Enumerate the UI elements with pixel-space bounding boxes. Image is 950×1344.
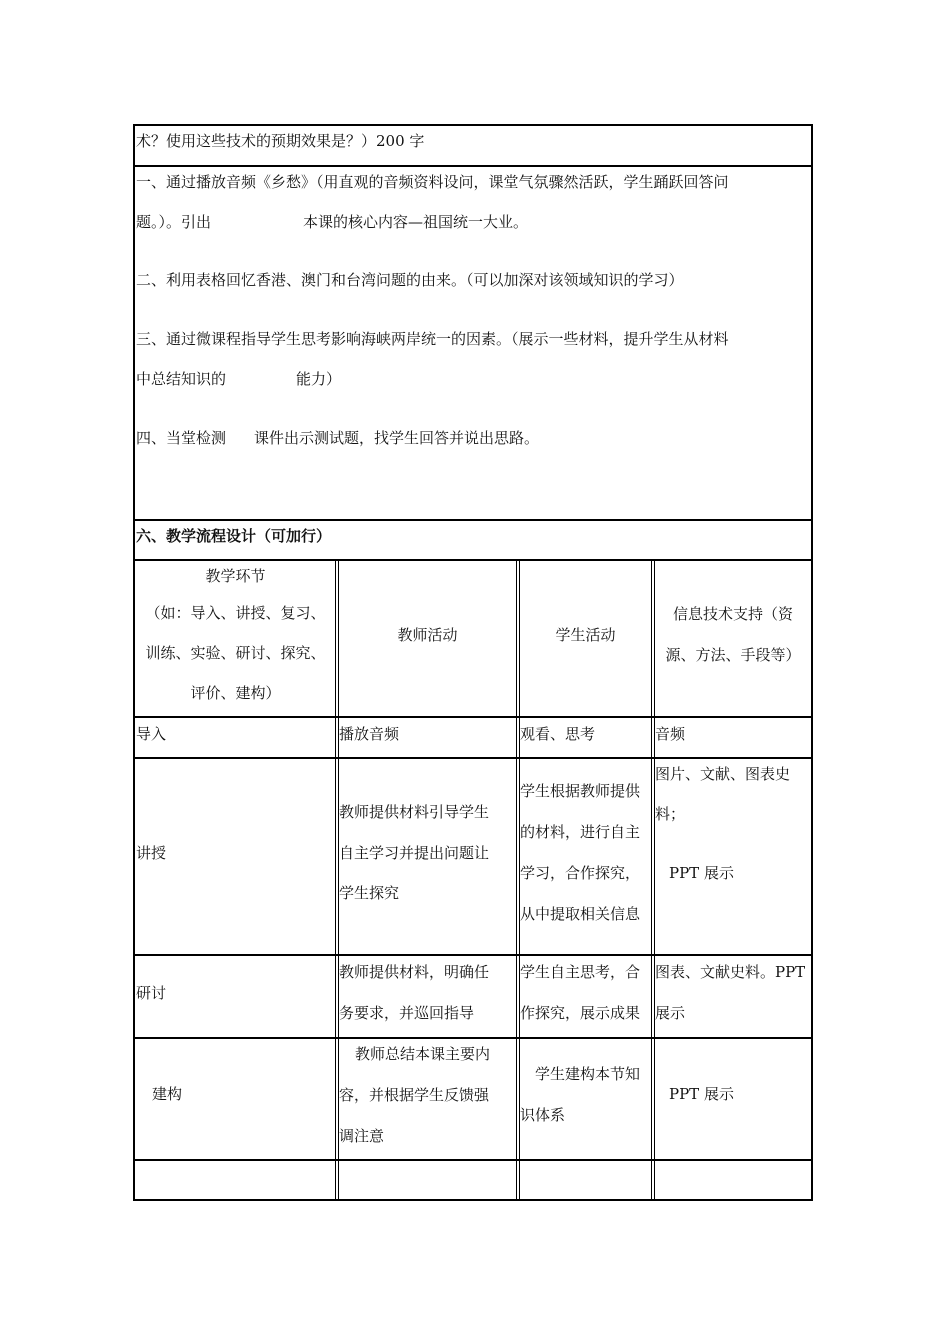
step-1-line-1: 一、通过播放音频《乡愁》（用直观的音频资料设问，课堂气氛骤然活跃，学生踊跃回答问 [136,173,729,191]
step-1-line-2: 题。）。引出 [136,213,212,231]
step-3-line-2b: 能力） [296,370,342,388]
header-stage-line-3: 训练、实验、研讨、探究、 [145,644,326,662]
row-lecture-tech-line-1: 图片、文献、图表史 [655,765,791,783]
row-lecture-teacher-line-1: 教师提供材料引导学生 [339,803,490,821]
row-build-stage: 建构 [152,1085,183,1103]
intro-line: 术？使用这些技术的预期效果是？）200 字 [136,132,425,150]
row-discuss-stage: 研讨 [136,984,167,1002]
step-4-line-1b: 课件出示测试题，找学生回答并说出思路。 [254,429,540,447]
rule-row-intro-end [133,757,813,759]
rule-row-lecture-end [133,954,813,956]
row-lecture-student-line-4: 从中提取相关信息 [520,905,641,923]
row-lecture-student-line-3: 学习，合作探究， [520,864,641,882]
row-lecture-teacher-line-3: 学生探究 [339,884,400,902]
rule-row-discuss-end [133,1037,813,1039]
row-intro-tech: 音频 [655,725,686,743]
step-3-line-1: 三、通过微课程指导学生思考影响海峡两岸统一的因素。（展示一些材料，提升学生从材料 [136,330,729,348]
row-build-student-line-1: 学生建构本节知 [535,1065,641,1083]
row-lecture-tech-line-2: 料； [655,805,686,823]
row-build-teacher-line-1: 教师总结本课主要内 [355,1045,491,1063]
row-discuss-teacher-line-1: 教师提供材料，明确任 [339,963,490,981]
header-teacher-activity: 教师活动 [397,626,458,644]
step-3-line-2: 中总结知识的 [136,370,227,388]
row-discuss-teacher-line-2: 务要求，并巡回指导 [339,1004,475,1022]
row-lecture-stage: 讲授 [136,844,167,862]
rule-section-six-end [133,559,813,561]
row-lecture-student-line-2: 的材料，进行自主 [520,823,641,841]
row-intro-teacher: 播放音频 [339,725,400,743]
row-build-teacher-line-3: 调注意 [339,1127,385,1145]
header-stage-line-2: （如：导入、讲授、复习、 [145,604,326,622]
rule-row-build-end [133,1159,813,1161]
row-build-tech: PPT 展示 [669,1085,734,1103]
row-lecture-student-line-1: 学生根据教师提供 [520,782,641,800]
row-discuss-tech-line-2: 展示 [655,1004,686,1022]
row-intro-stage: 导入 [136,725,167,743]
rule-top-section-end [133,165,813,167]
row-build-student-line-2: 识体系 [520,1106,566,1124]
row-build-teacher-line-2: 容，并根据学生反馈强 [339,1086,490,1104]
row-lecture-teacher-line-2: 自主学习并提出问题让 [339,844,490,862]
header-tech-line-2: 源、方法、手段等） [665,646,801,664]
header-stage-line-1: 教学环节 [205,567,266,585]
step-1-line-2b: 本课的核心内容—祖国统一大业。 [303,213,529,231]
row-intro-student: 观看、思考 [520,725,596,743]
rule-methods-end [133,519,813,521]
header-student-activity: 学生活动 [555,626,616,644]
header-tech-line-1: 信息技术支持（资 [672,605,793,623]
step-4-line-1: 四、当堂检测 [136,429,227,447]
header-stage-line-4: 评价、建构） [190,684,281,702]
row-discuss-tech-line-1: 图表、文献史料。PPT [655,963,806,981]
row-lecture-tech-line-3: PPT 展示 [669,864,734,882]
row-discuss-student-line-1: 学生自主思考，合 [520,963,641,981]
step-2-line-1: 二、利用表格回忆香港、澳门和台湾问题的由来。（可以加深对该领域知识的学习） [136,271,684,289]
row-discuss-student-line-2: 作探究，展示成果 [520,1004,641,1022]
rule-header-end [133,716,813,718]
section-six-title: 六、教学流程设计（可加行） [136,527,332,545]
